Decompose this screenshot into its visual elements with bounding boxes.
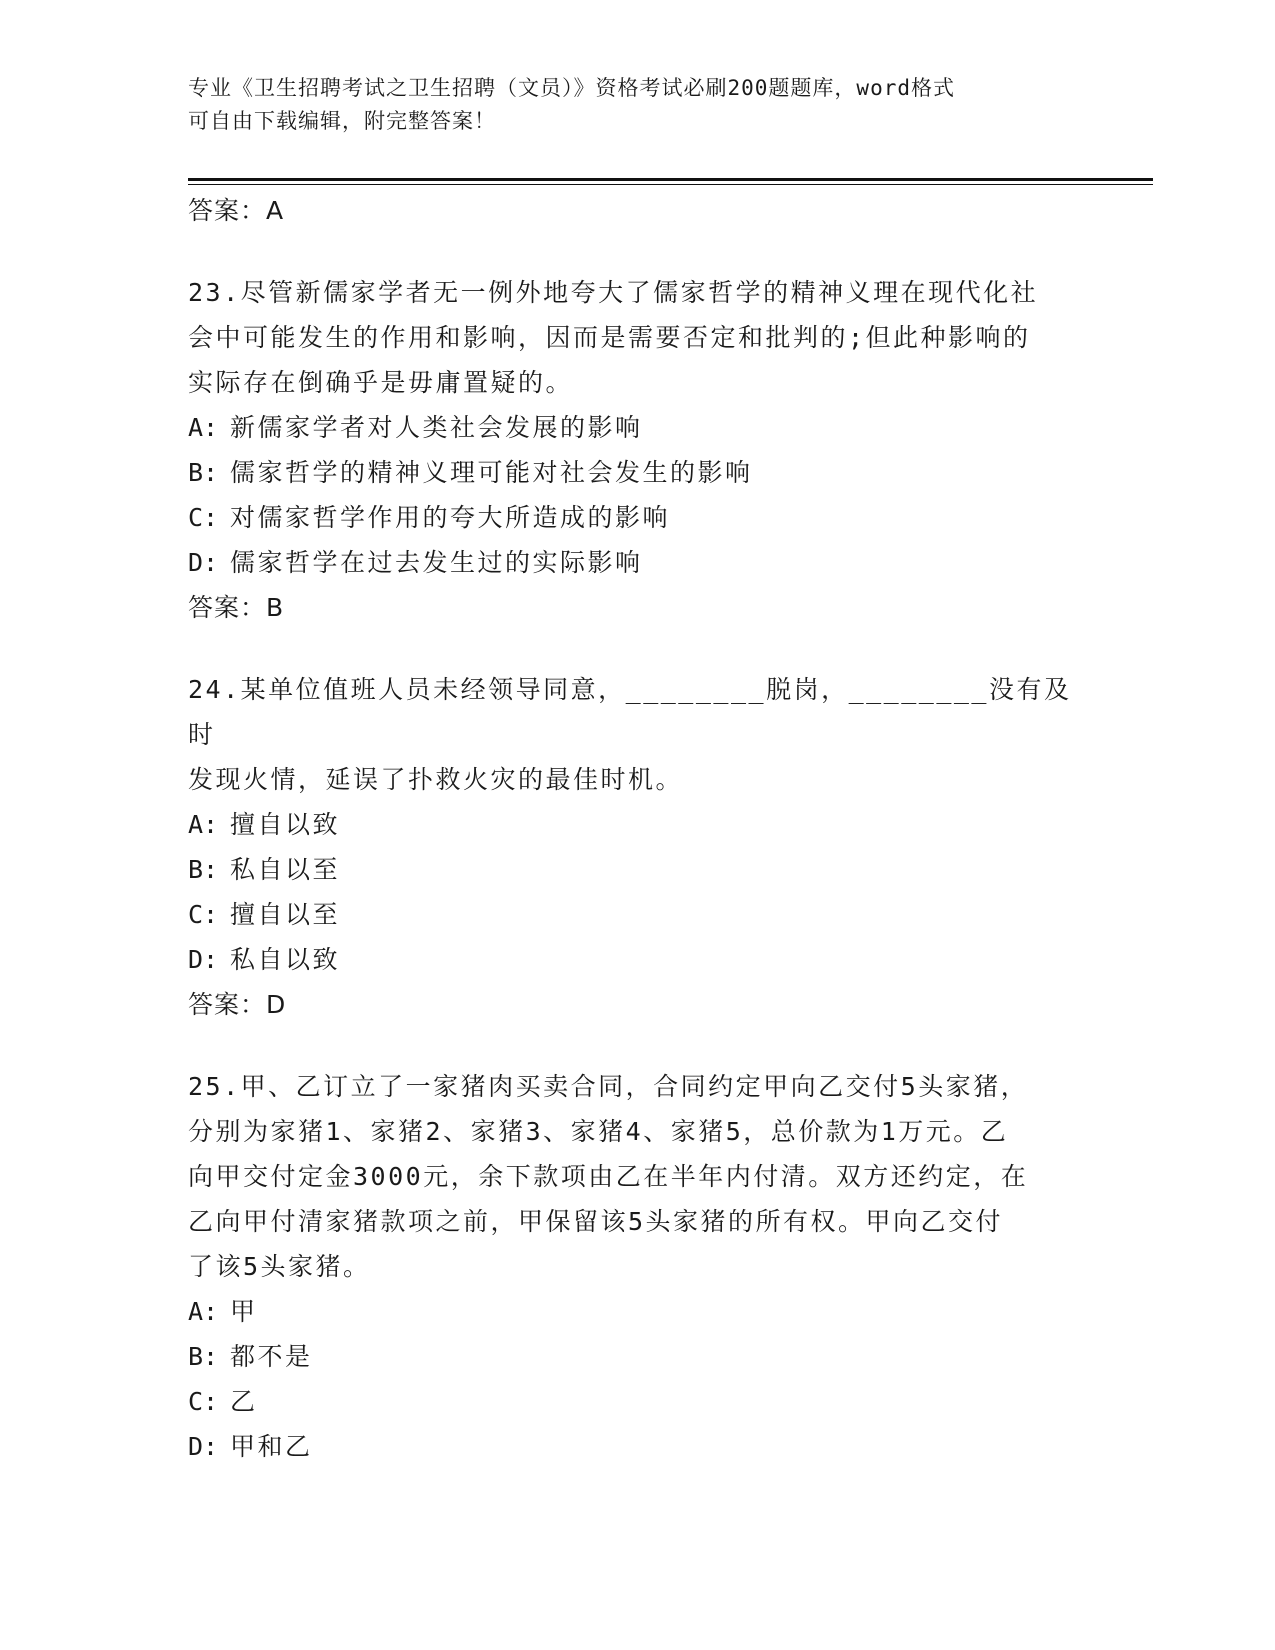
- option-a: [188, 405, 1078, 450]
- option-d: [188, 540, 1078, 585]
- option-text: 儒家哲学在过去发生过的实际影响: [230, 548, 643, 577]
- option-text: 擅自以致: [230, 810, 341, 839]
- option-text: 擅自以至: [230, 900, 341, 929]
- option-text: 甲和乙: [230, 1432, 313, 1461]
- option-d: [188, 937, 1078, 982]
- option-key: C:: [188, 503, 219, 532]
- option-text: 儒家哲学的精神义理可能对社会发生的影响: [230, 458, 753, 487]
- option-c: [188, 1379, 1078, 1424]
- question-24: [188, 667, 1078, 1028]
- option-b: [188, 1334, 1078, 1379]
- question-text: [188, 1064, 1078, 1289]
- document-header: [188, 72, 1068, 138]
- answer-label: 答案：D: [188, 990, 287, 1019]
- document-content: [188, 188, 1078, 1469]
- option-text: 都不是: [230, 1342, 313, 1371]
- option-b: [188, 450, 1078, 495]
- question-text-line: 会中可能发生的作用和影响，因而是需要否定和批判的;但此种影响的: [188, 323, 1031, 352]
- option-d: [188, 1424, 1078, 1469]
- option-key: A:: [188, 810, 219, 839]
- option-key: A:: [188, 413, 219, 442]
- option-text: 甲: [230, 1297, 258, 1326]
- question-text-line: 分别为家猪1、家猪2、家猪3、家猪4、家猪5，总价款为1万元。乙: [188, 1117, 1009, 1146]
- question-text-line: 了该5头家猪。: [188, 1252, 371, 1281]
- option-text: 私自以致: [230, 945, 341, 974]
- question-text-line: 实际存在倒确乎是毋庸置疑的。: [188, 368, 574, 397]
- header-rule-thin: [188, 184, 1153, 185]
- question-text-line: 乙向甲付清家猪款项之前，甲保留该5头家猪的所有权。甲向乙交付: [188, 1207, 1004, 1236]
- question-text-line: 向甲交付定金3000元，余下款项由乙在半年内付清。双方还约定，在: [188, 1162, 1029, 1191]
- answer-label-22: 答案：A: [188, 196, 285, 225]
- question-text-line: 发现火情，延误了扑救火灾的最佳时机。: [188, 765, 684, 794]
- question-23: [188, 270, 1078, 631]
- question-text: [188, 667, 1078, 802]
- option-key: B:: [188, 855, 219, 884]
- option-text: 对儒家哲学作用的夸大所造成的影响: [230, 503, 671, 532]
- question-text-line: 24.某单位值班人员未经领导同意，________脱岗，________没有及时: [188, 675, 1072, 749]
- option-text: 乙: [230, 1387, 258, 1416]
- header-rule-thick: [188, 178, 1153, 181]
- option-c: [188, 495, 1078, 540]
- option-key: D:: [188, 945, 219, 974]
- answer-label: 答案：B: [188, 593, 285, 622]
- option-b: [188, 847, 1078, 892]
- option-key: A:: [188, 1297, 219, 1326]
- header-line-2: 可自由下载编辑，附完整答案！: [188, 109, 496, 133]
- option-text: 私自以至: [230, 855, 341, 884]
- option-key: C:: [188, 900, 219, 929]
- option-key: D:: [188, 548, 219, 577]
- question-text: [188, 270, 1078, 405]
- option-key: D:: [188, 1432, 219, 1461]
- option-key: B:: [188, 458, 219, 487]
- question-text-line: 23.尽管新儒家学者无一例外地夸大了儒家哲学的精神义理在现代化社: [188, 278, 1039, 307]
- option-key: B:: [188, 1342, 219, 1371]
- question-text-line: 25.甲、乙订立了一家猪肉买卖合同，合同约定甲向乙交付5头家猪，: [188, 1072, 1029, 1101]
- option-key: C:: [188, 1387, 219, 1416]
- option-a: [188, 1289, 1078, 1334]
- header-line-1: 专业《卫生招聘考试之卫生招聘（文员）》资格考试必刷200题题库，word格式: [188, 76, 955, 100]
- option-a: [188, 802, 1078, 847]
- option-c: [188, 892, 1078, 937]
- option-text: 新儒家学者对人类社会发展的影响: [230, 413, 643, 442]
- question-25: [188, 1064, 1078, 1469]
